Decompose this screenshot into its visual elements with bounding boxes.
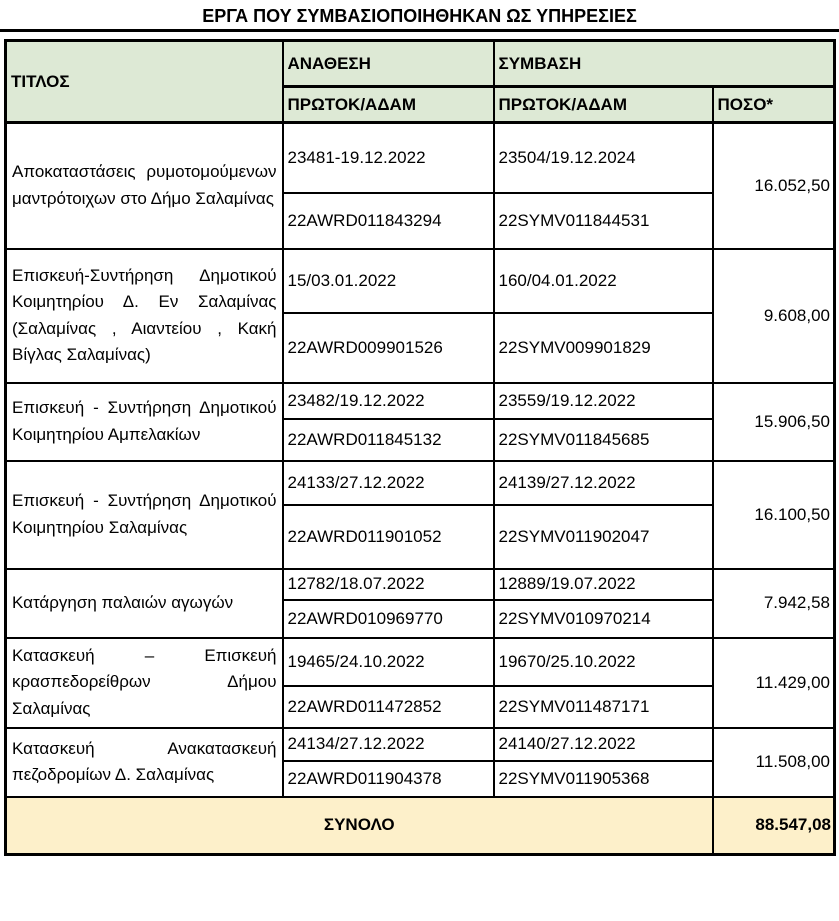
contract-protocol: 12889/19.07.2022 <box>494 569 713 600</box>
assignment-protocol: 24134/27.12.2022 <box>283 728 494 761</box>
project-row-main <box>6 638 835 686</box>
project-title: Κατασκευή – Επισκευή κρασπεδορείθρων Δήμου Σαλαμίνας <box>6 638 283 728</box>
assignment-protocol: 23482/19.12.2022 <box>283 383 494 419</box>
contract-adam: 22SYMV011905368 <box>494 761 713 797</box>
assignment-adam: 22AWRD011472852 <box>283 686 494 728</box>
project-amount: 16.052,50 <box>713 123 835 249</box>
project-row-main <box>6 569 835 600</box>
table-body <box>6 123 835 797</box>
project-amount: 9.608,00 <box>713 249 835 383</box>
project-title: Επισκευή - Συντήρηση Δημοτικού Κοιμητηρίου Σαλαμίνας <box>6 461 283 569</box>
header-protocol-assignment: ΠΡΩΤΟΚ/ΑΔΑΜ <box>283 87 494 123</box>
project-amount: 16.100,50 <box>713 461 835 569</box>
assignment-protocol: 15/03.01.2022 <box>283 249 494 313</box>
header-contract: ΣΥΜΒΑΣΗ <box>494 41 835 87</box>
project-amount: 11.429,00 <box>713 638 835 728</box>
contract-protocol: 24139/27.12.2022 <box>494 461 713 505</box>
total-amount: 88.547,08 <box>713 797 835 855</box>
contract-adam: 22SYMV010970214 <box>494 600 713 638</box>
assignment-adam: 22AWRD010969770 <box>283 600 494 638</box>
project-row-main <box>6 249 835 313</box>
total-label: ΣΥΝΟΛΟ <box>6 797 713 855</box>
header-assignment: ΑΝΑΘΕΣΗ <box>283 41 494 87</box>
table-footer <box>6 797 835 855</box>
contract-protocol: 23559/19.12.2022 <box>494 383 713 419</box>
assignment-protocol: 23481-19.12.2022 <box>283 123 494 193</box>
project-amount: 11.508,00 <box>713 728 835 797</box>
assignment-adam: 22AWRD011845132 <box>283 419 494 461</box>
contract-adam: 22SYMV009901829 <box>494 313 713 383</box>
projects-table <box>4 39 836 856</box>
header-title: ΤΙΤΛΟΣ <box>6 41 283 123</box>
contract-protocol: 24140/27.12.2022 <box>494 728 713 761</box>
contract-adam: 22SYMV011845685 <box>494 419 713 461</box>
project-title: Κατάργηση παλαιών αγωγών <box>6 569 283 638</box>
project-title: Αποκαταστάσεις ρυμοτομούμενων μαντρότοιχων στο Δήμο Σαλαμίνας <box>6 123 283 249</box>
header-protocol-contract: ΠΡΩΤΟΚ/ΑΔΑΜ <box>494 87 713 123</box>
contract-protocol: 19670/25.10.2022 <box>494 638 713 686</box>
project-amount: 15.906,50 <box>713 383 835 461</box>
total-row <box>6 797 835 855</box>
assignment-adam: 22AWRD011843294 <box>283 193 494 249</box>
title-underline <box>0 0 839 32</box>
assignment-protocol: 19465/24.10.2022 <box>283 638 494 686</box>
page-title: ΕΡΓΑ ΠΟΥ ΣΥΜΒΑΣΙΟΠΟΙΗΘΗΚΑΝ ΩΣ ΥΠΗΡΕΣΙΕΣ <box>202 6 637 26</box>
assignment-adam: 22AWRD009901526 <box>283 313 494 383</box>
assignment-protocol: 24133/27.12.2022 <box>283 461 494 505</box>
contract-protocol: 23504/19.12.2024 <box>494 123 713 193</box>
table-header <box>6 41 835 123</box>
project-title: Επισκευή - Συντήρηση Δημοτικού Κοιμητηρίου Αμπελακίων <box>6 383 283 461</box>
header-row-1 <box>6 41 835 87</box>
contract-adam: 22SYMV011902047 <box>494 505 713 569</box>
assignment-adam: 22AWRD011904378 <box>283 761 494 797</box>
project-row-main <box>6 383 835 419</box>
project-amount: 7.942,58 <box>713 569 835 638</box>
project-row-main <box>6 123 835 193</box>
project-row-main <box>6 461 835 505</box>
assignment-adam: 22AWRD011901052 <box>283 505 494 569</box>
assignment-protocol: 12782/18.07.2022 <box>283 569 494 600</box>
header-amount: ΠΟΣΟ* <box>713 87 835 123</box>
project-row-main <box>6 728 835 761</box>
project-title: Επισκευή-Συντήρηση Δημοτικού Κοιμητηρίου Δ. Εν Σαλαμίνας (Σαλαμίνας , Αιαντείου , Κακή Βίγλας Σαλαμίνας) <box>6 249 283 383</box>
contract-adam: 22SYMV011487171 <box>494 686 713 728</box>
contract-protocol: 160/04.01.2022 <box>494 249 713 313</box>
project-title: Κατασκευή Ανακατασκευή πεζοδρομίων Δ. Σαλαμίνας <box>6 728 283 797</box>
contract-adam: 22SYMV011844531 <box>494 193 713 249</box>
